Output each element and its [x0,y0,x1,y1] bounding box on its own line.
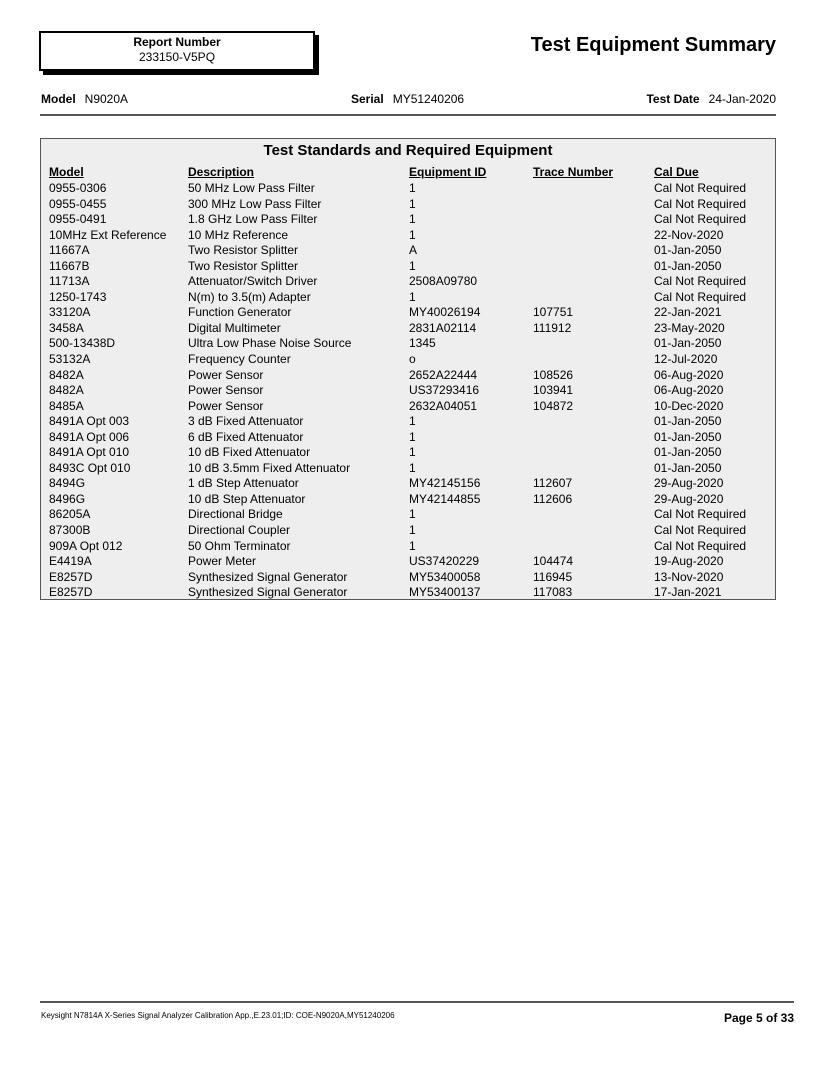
footer-document-id: Keysight N7814A X-Series Signal Analyzer Calibration App.,E.23.01;ID: COE-N9020A,MY51240206 [41,1011,395,1020]
cell-cal-due: Cal Not Required [654,212,747,227]
table-row [41,368,775,384]
cell-cal-due: 13-Nov-2020 [654,569,724,584]
cell-equipment-id: 1 [409,196,416,211]
cell-cal-due: Cal Not Required [654,538,747,553]
cell-model: 3458A [49,320,84,335]
table-row [41,197,775,213]
cell-model: 8491A Opt 006 [49,429,130,444]
column-header-equipment-id: Equipment ID [409,165,487,179]
cell-description: Power Sensor [188,383,264,398]
cell-cal-due: 29-Aug-2020 [654,491,724,506]
cell-equipment-id: US37293416 [409,383,480,398]
table-row [41,445,775,461]
table-row [41,492,775,508]
cell-cal-due: Cal Not Required [654,181,747,195]
model-meta [41,92,128,106]
cell-model: 8485A [49,398,84,413]
cell-model: 53132A [49,352,91,367]
cell-model: 11667A [49,243,90,258]
cell-trace-number: 104872 [533,398,574,413]
cell-description: 10 dB Step Attenuator [188,491,306,506]
cell-equipment-id: 1345 [409,336,436,351]
page-title: Test Equipment Summary [530,34,776,56]
table-row [41,476,775,492]
cell-trace-number: 116945 [533,569,573,584]
table-row [41,290,775,306]
cell-trace-number: 107751 [533,305,574,320]
cell-trace-number: 112607 [533,476,573,491]
cell-cal-due: 19-Aug-2020 [654,554,724,569]
cell-equipment-id: 2652A22444 [409,367,478,382]
table-row [41,461,775,477]
cell-cal-due: Cal Not Required [654,523,747,538]
table-row [41,554,775,570]
report-number-label: Report Number [133,35,221,49]
cell-cal-due: 22-Nov-2020 [654,227,724,242]
cell-equipment-id: A [409,243,418,258]
cell-model: 86205A [49,507,91,522]
cell-cal-due: 10-Dec-2020 [654,398,724,413]
cell-description: 6 dB Fixed Attenuator [188,429,304,444]
serial-meta [351,92,464,106]
cell-equipment-id: 2508A09780 [409,274,478,289]
meta-row [41,92,776,108]
equipment-table-title: Test Standards and Required Equipment [263,142,553,159]
cell-description: 3 dB Fixed Attenuator [188,414,304,429]
footer-divider [40,1001,794,1003]
cell-description: Attenuator/Switch Driver [188,274,318,289]
cell-description: Directional Coupler [188,523,291,538]
cell-description: 10 dB 3.5mm Fixed Attenuator [188,460,351,475]
cell-equipment-id: US37420229 [409,554,480,569]
cell-equipment-id: 1 [409,460,416,475]
cell-description: 1.8 GHz Low Pass Filter [188,212,318,227]
cell-cal-due: 06-Aug-2020 [654,383,724,398]
cell-equipment-id: 1 [409,181,416,195]
cell-equipment-id: 2632A04051 [409,398,478,413]
report-number-value: 233150-V5PQ [138,50,216,64]
cell-cal-due: 06-Aug-2020 [654,367,724,382]
header-divider [40,114,776,116]
cell-description: Two Resistor Splitter [188,258,299,273]
cell-description: 50 Ohm Terminator [188,538,291,553]
cell-equipment-id: MY42144855 [409,491,481,506]
cell-model: 8491A Opt 010 [49,445,130,460]
table-row [41,414,775,430]
cell-model: 1250-1743 [49,289,107,304]
cell-model: E4419A [49,554,92,569]
cell-equipment-id: 1 [409,507,416,522]
cell-description: Two Resistor Splitter [188,243,299,258]
table-row [41,523,775,539]
cell-equipment-id: MY40026194 [409,305,481,320]
cell-model: 87300B [49,523,91,538]
cell-description: N(m) to 3.5(m) Adapter [188,289,311,304]
cell-description: 10 dB Fixed Attenuator [188,445,311,460]
cell-trace-number: 112606 [533,491,573,506]
cell-description: Synthesized Signal Generator [188,585,348,600]
table-row [41,352,775,368]
cell-model: 500-13438D [49,336,116,351]
cell-trace-number: 111912 [533,320,572,335]
serial-value: MY51240206 [392,92,465,106]
equipment-rows [41,181,775,601]
cell-description: 10 MHz Reference [188,227,289,242]
table-row [41,321,775,337]
cell-model: 33120A [49,305,91,320]
cell-trace-number: 103941 [533,383,574,398]
report-number-box [39,31,315,71]
cell-equipment-id: 2831A02114 [409,320,477,335]
cell-cal-due: Cal Not Required [654,274,747,289]
cell-description: Synthesized Signal Generator [188,569,348,584]
cell-equipment-id: 1 [409,538,416,553]
cell-model: E8257D [49,569,93,584]
test-date-value: 24-Jan-2020 [708,92,776,106]
cell-model: 8494G [49,476,86,491]
cell-equipment-id: o [409,352,416,367]
test-date-meta [646,92,776,106]
cell-cal-due: Cal Not Required [654,196,747,211]
cell-model: 0955-0491 [49,212,107,227]
column-header-model: Model [49,165,84,179]
cell-model: 11713A [49,274,90,289]
table-row [41,228,775,244]
cell-cal-due: 17-Jan-2021 [654,585,722,600]
table-row [41,243,775,259]
table-row [41,212,775,228]
cell-model: 8482A [49,367,84,382]
cell-model: 8493C Opt 010 [49,460,131,475]
cell-equipment-id: 1 [409,429,416,444]
cell-equipment-id: 1 [409,445,416,460]
cell-model: 0955-0306 [49,181,107,195]
cell-cal-due: 12-Jul-2020 [654,352,718,367]
cell-description: 50 MHz Low Pass Filter [188,181,315,195]
cell-equipment-id: 1 [409,523,416,538]
column-header-trace-number: Trace Number [533,165,614,179]
equipment-table [40,138,776,600]
table-row [41,430,775,446]
table-row [41,383,775,399]
cell-description: 300 MHz Low Pass Filter [188,196,322,211]
cell-trace-number: 104474 [533,554,574,569]
cell-description: Power Sensor [188,398,264,413]
cell-equipment-id: 1 [409,258,416,273]
table-row [41,181,775,197]
cell-model: 8496G [49,491,86,506]
cell-cal-due: Cal Not Required [654,507,747,522]
cell-trace-number: 108526 [533,367,574,382]
cell-equipment-id: 1 [409,289,416,304]
cell-cal-due: 22-Jan-2021 [654,305,722,320]
cell-cal-due: 01-Jan-2050 [654,243,722,258]
table-row [41,259,775,275]
table-row [41,336,775,352]
cell-trace-number: 117083 [533,585,573,600]
cell-model: 8491A Opt 003 [49,414,130,429]
cell-description: Function Generator [188,305,292,320]
cell-cal-due: 01-Jan-2050 [654,414,722,429]
cell-cal-due: 23-May-2020 [654,320,725,335]
table-row [41,274,775,290]
cell-equipment-id: MY42145156 [409,476,481,491]
cell-cal-due: 01-Jan-2050 [654,336,722,351]
cell-description: 1 dB Step Attenuator [188,476,299,491]
table-row [41,507,775,523]
cell-model: 11667B [49,258,90,273]
model-label: Model [41,92,76,106]
serial-label: Serial [351,92,384,106]
column-header-description: Description [188,165,255,179]
cell-model: 0955-0455 [49,196,107,211]
table-row [41,585,775,601]
table-row [41,305,775,321]
cell-model: 8482A [49,383,84,398]
cell-equipment-id: 1 [409,414,416,429]
table-row [41,570,775,586]
model-value: N9020A [84,92,129,106]
test-date-label: Test Date [646,92,700,106]
cell-description: Directional Bridge [188,507,283,522]
cell-description: Digital Multimeter [188,320,281,335]
cell-model: E8257D [49,585,93,600]
cell-cal-due: Cal Not Required [654,289,747,304]
cell-cal-due: 01-Jan-2050 [654,429,722,444]
cell-cal-due: 01-Jan-2050 [654,460,722,475]
cell-description: Frequency Counter [188,352,291,367]
cell-cal-due: 01-Jan-2050 [654,445,722,460]
cell-equipment-id: MY53400137 [409,585,481,600]
cell-model: 10MHz Ext Reference [49,227,167,242]
column-header-cal-due: Cal Due [654,165,699,179]
cell-equipment-id: 1 [409,227,416,242]
cell-equipment-id: MY53400058 [409,569,481,584]
page-number: Page 5 of 33 [723,1011,794,1025]
cell-cal-due: 01-Jan-2050 [654,258,722,273]
cell-description: Power Sensor [188,367,264,382]
cell-equipment-id: 1 [409,212,416,227]
table-row [41,539,775,555]
cell-cal-due: 29-Aug-2020 [654,476,724,491]
table-row [41,399,775,415]
cell-description: Ultra Low Phase Noise Source [188,336,352,351]
cell-description: Power Meter [188,554,257,569]
cell-model: 909A Opt 012 [49,538,123,553]
